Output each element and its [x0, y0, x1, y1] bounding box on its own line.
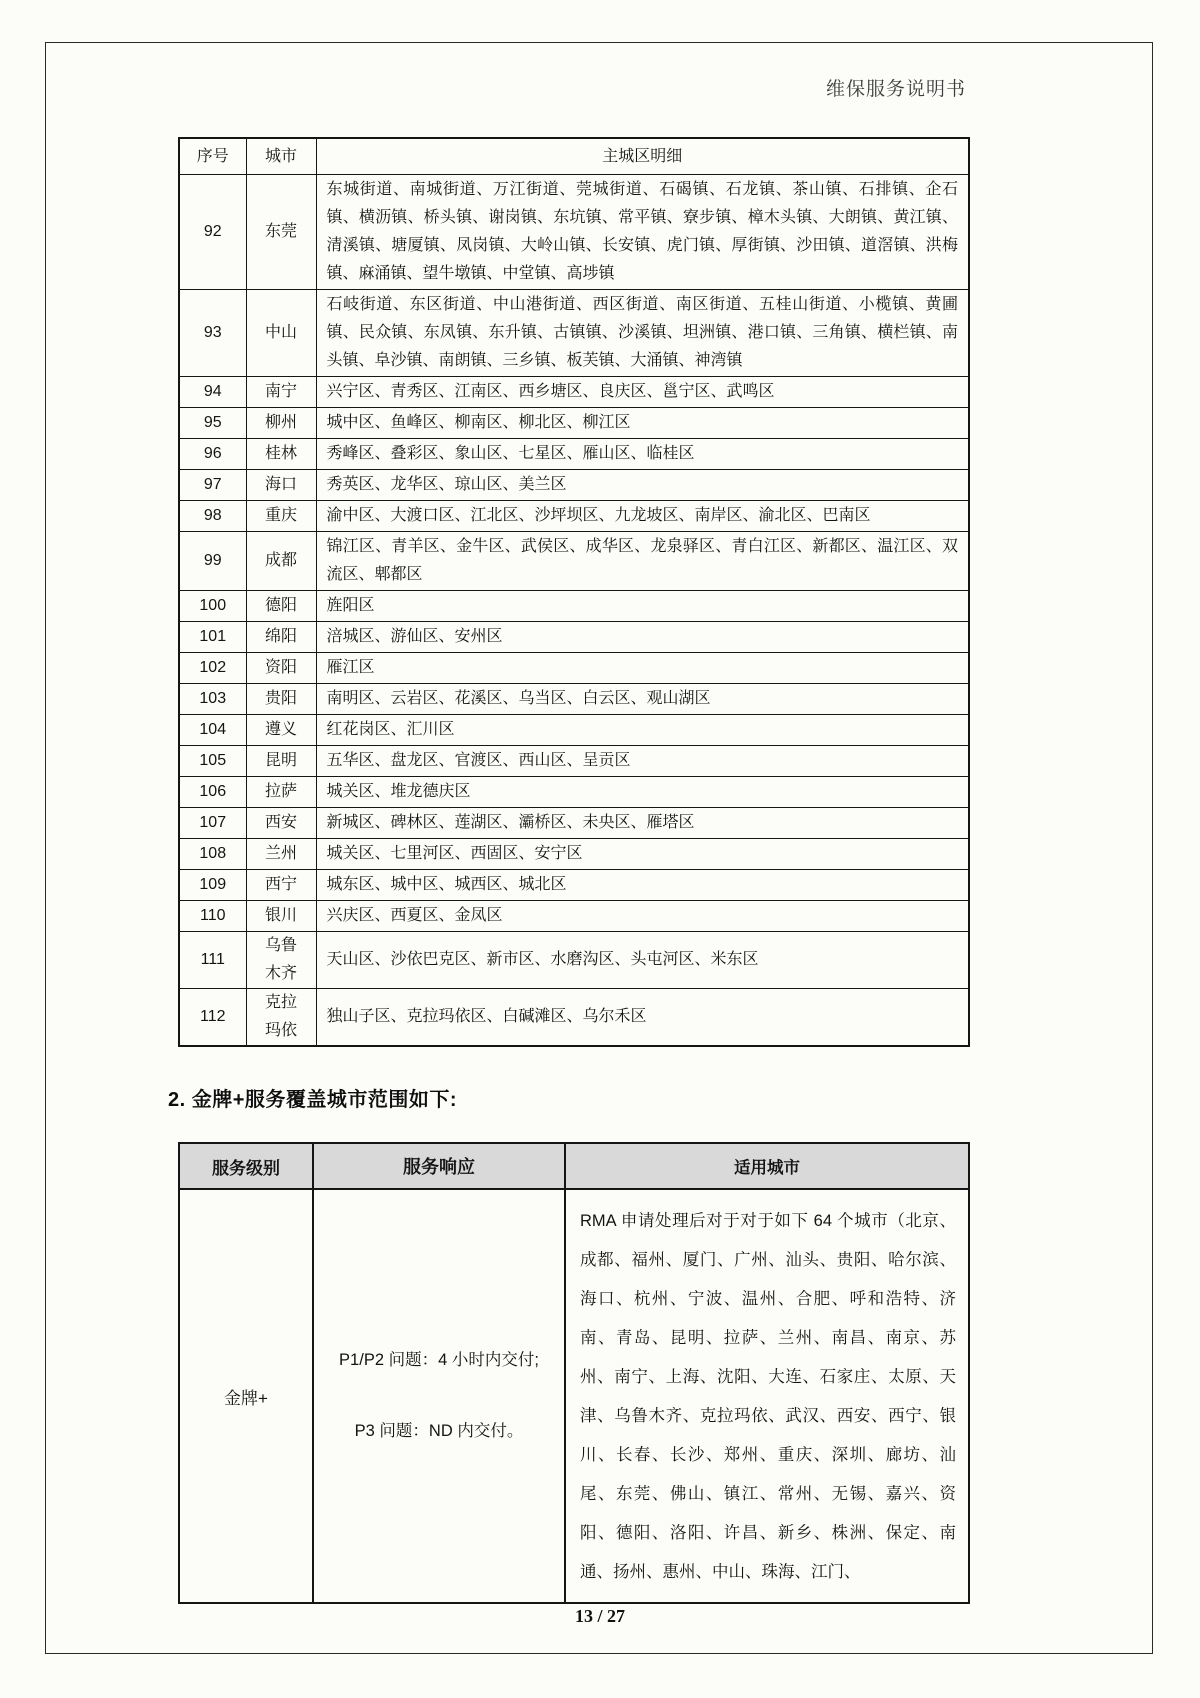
city-cell: 成都	[246, 532, 316, 591]
row-number-cell: 99	[179, 532, 246, 591]
row-number-cell: 100	[179, 591, 246, 622]
row-number-cell: 105	[179, 746, 246, 777]
districts-cell: 红花岗区、汇川区	[316, 715, 969, 746]
city-cell: 东莞	[246, 175, 316, 290]
districts-cell: 城中区、鱼峰区、柳南区、柳北区、柳江区	[316, 408, 969, 439]
city-table-body	[179, 175, 969, 1047]
service-table-header-row	[179, 1143, 969, 1189]
districts-cell: 石岐街道、东区街道、中山港街道、西区街道、南区街道、五桂山街道、小榄镇、黄圃镇、民众镇、东凤镇、东升镇、古镇镇、沙溪镇、坦洲镇、港口镇、三角镇、横栏镇、南头镇、阜沙镇、南朗镇、三乡镇、板芙镇、大涌镇、神湾镇	[316, 290, 969, 377]
row-number-cell: 110	[179, 901, 246, 932]
service-table-row	[179, 1189, 969, 1603]
city-cell: 贵阳	[246, 684, 316, 715]
city-cell: 克拉玛依	[246, 989, 316, 1047]
city-cell: 拉萨	[246, 777, 316, 808]
col-header-city: 城市	[246, 138, 316, 175]
table-row	[179, 839, 969, 870]
table-row	[179, 777, 969, 808]
applicable-cities-cell: RMA 申请处理后对于对于如下 64 个城市（北京、成都、福州、厦门、广州、汕头、贵阳、哈尔滨、海口、杭州、宁波、温州、合肥、呼和浩特、济南、青岛、昆明、拉萨、兰州、南昌、南京、苏州、南宁、上海、沈阳、大连、石家庄、太原、天津、乌鲁木齐、克拉玛依、武汉、西安、西宁、银川、长春、长沙、郑州、重庆、深圳、廊坊、汕尾、东莞、佛山、镇江、常州、无锡、嘉兴、资阳、德阳、洛阳、许昌、新乡、株洲、保定、南通、扬州、惠州、中山、珠海、江门、	[565, 1189, 969, 1603]
city-cell: 银川	[246, 901, 316, 932]
table-row	[179, 532, 969, 591]
row-number-cell: 95	[179, 408, 246, 439]
districts-cell: 独山子区、克拉玛依区、白碱滩区、乌尔禾区	[316, 989, 969, 1047]
row-number-cell: 96	[179, 439, 246, 470]
row-number-cell: 111	[179, 932, 246, 989]
row-number-cell: 106	[179, 777, 246, 808]
city-cell: 柳州	[246, 408, 316, 439]
districts-cell: 兴庆区、西夏区、金凤区	[316, 901, 969, 932]
districts-cell: 锦江区、青羊区、金牛区、武侯区、成华区、龙泉驿区、青白江区、新都区、温江区、双流区、郫都区	[316, 532, 969, 591]
districts-cell: 涪城区、游仙区、安州区	[316, 622, 969, 653]
districts-cell: 渝中区、大渡口区、江北区、沙坪坝区、九龙坡区、南岸区、渝北区、巴南区	[316, 501, 969, 532]
districts-cell: 城关区、堆龙德庆区	[316, 777, 969, 808]
table-row	[179, 591, 969, 622]
row-number-cell: 93	[179, 290, 246, 377]
table-row	[179, 932, 969, 989]
row-number-cell: 98	[179, 501, 246, 532]
service-coverage-table	[178, 1142, 970, 1604]
table-row	[179, 901, 969, 932]
city-cell: 西安	[246, 808, 316, 839]
response-p3-text: P3 问题：ND 内交付。	[354, 1422, 524, 1440]
districts-cell: 东城街道、南城街道、万江街道、莞城街道、石碣镇、石龙镇、茶山镇、石排镇、企石镇、横沥镇、桥头镇、谢岗镇、东坑镇、常平镇、寮步镇、樟木头镇、大朗镇、黄江镇、清溪镇、塘厦镇、凤岗镇、大岭山镇、长安镇、虎门镇、厚街镇、沙田镇、道滘镇、洪梅镇、麻涌镇、望牛墩镇、中堂镇、高埗镇	[316, 175, 969, 290]
col-header-no: 序号	[179, 138, 246, 175]
row-number-cell: 107	[179, 808, 246, 839]
service-response-cell	[313, 1189, 565, 1603]
header-title: 维保服务说明书	[825, 79, 966, 100]
districts-cell: 秀英区、龙华区、琼山区、美兰区	[316, 470, 969, 501]
city-cell: 中山	[246, 290, 316, 377]
col-header-applicable-cities: 适用城市	[565, 1143, 969, 1189]
service-level-cell: 金牌+	[179, 1189, 313, 1603]
table-row	[179, 622, 969, 653]
row-number-cell: 94	[179, 377, 246, 408]
districts-cell: 秀峰区、叠彩区、象山区、七星区、雁山区、临桂区	[316, 439, 969, 470]
page-number: 13 / 27	[574, 1606, 625, 1626]
districts-cell: 兴宁区、青秀区、江南区、西乡塘区、良庆区、邕宁区、武鸣区	[316, 377, 969, 408]
row-number-cell: 92	[179, 175, 246, 290]
city-cell: 昆明	[246, 746, 316, 777]
table-row	[179, 746, 969, 777]
row-number-cell: 104	[179, 715, 246, 746]
table-row	[179, 715, 969, 746]
page-content	[168, 137, 968, 1604]
districts-cell: 天山区、沙依巴克区、新市区、水磨沟区、头屯河区、米东区	[316, 932, 969, 989]
row-number-cell: 103	[179, 684, 246, 715]
city-cell: 兰州	[246, 839, 316, 870]
row-number-cell: 102	[179, 653, 246, 684]
districts-cell: 南明区、云岩区、花溪区、乌当区、白云区、观山湖区	[316, 684, 969, 715]
table-row	[179, 175, 969, 290]
page-footer	[0, 1606, 1200, 1627]
city-cell: 资阳	[246, 653, 316, 684]
table-row	[179, 439, 969, 470]
city-districts-table	[178, 137, 970, 1047]
city-cell: 遵义	[246, 715, 316, 746]
city-cell: 海口	[246, 470, 316, 501]
section-heading: 2. 金牌+服务覆盖城市范围如下:	[168, 1089, 458, 1111]
table-row	[179, 408, 969, 439]
city-cell: 西宁	[246, 870, 316, 901]
city-cell: 德阳	[246, 591, 316, 622]
city-table-header-row	[179, 138, 969, 175]
row-number-cell: 109	[179, 870, 246, 901]
districts-cell: 城关区、七里河区、西固区、安宁区	[316, 839, 969, 870]
table-row	[179, 989, 969, 1047]
table-row	[179, 501, 969, 532]
col-header-detail: 主城区明细	[316, 138, 969, 175]
table-row	[179, 684, 969, 715]
city-cell: 南宁	[246, 377, 316, 408]
table-row	[179, 653, 969, 684]
col-header-service-response: 服务响应	[313, 1143, 565, 1189]
city-cell: 乌鲁木齐	[246, 932, 316, 989]
districts-cell: 旌阳区	[316, 591, 969, 622]
districts-cell: 城东区、城中区、城西区、城北区	[316, 870, 969, 901]
table-row	[179, 470, 969, 501]
col-header-service-level: 服务级别	[179, 1143, 313, 1189]
response-p1p2-text: P1/P2 问题：4 小时内交付;	[339, 1351, 539, 1369]
table-row	[179, 290, 969, 377]
table-row	[179, 870, 969, 901]
table-row	[179, 377, 969, 408]
row-number-cell: 97	[179, 470, 246, 501]
city-cell: 重庆	[246, 501, 316, 532]
table-row	[179, 808, 969, 839]
row-number-cell: 101	[179, 622, 246, 653]
city-cell: 桂林	[246, 439, 316, 470]
row-number-cell: 108	[179, 839, 246, 870]
page-header	[178, 74, 966, 101]
city-cell: 绵阳	[246, 622, 316, 653]
districts-cell: 五华区、盘龙区、官渡区、西山区、呈贡区	[316, 746, 969, 777]
districts-cell: 雁江区	[316, 653, 969, 684]
row-number-cell: 112	[179, 989, 246, 1047]
districts-cell: 新城区、碑林区、莲湖区、灞桥区、未央区、雁塔区	[316, 808, 969, 839]
